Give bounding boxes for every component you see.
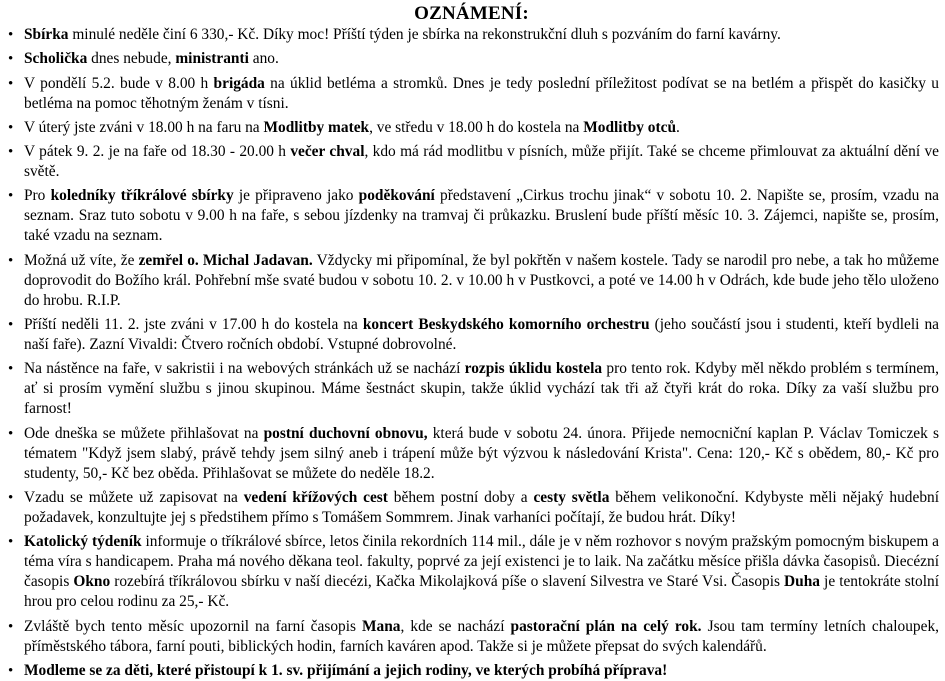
text-segment: je připraveno jako	[233, 187, 359, 205]
bold-text: zemřel o. Michal Jadavan.	[138, 251, 313, 269]
bullet-icon: •	[8, 425, 14, 442]
announcement-item	[4, 532, 939, 612]
bullet-icon: •	[8, 534, 14, 551]
bold-text: Okno	[73, 573, 111, 591]
bullet-icon: •	[8, 27, 14, 43]
announcement-list	[4, 25, 939, 681]
bold-text: ministranti	[175, 50, 249, 68]
bold-text: pastorační plán na celý rok.	[510, 617, 702, 635]
bold-text: Duha	[784, 573, 820, 591]
text-segment: je tentokráte stolní hrou pro celou rodinu za 25,- Kč.	[24, 573, 940, 611]
text-segment: Příští neděli 11. 2. jste zváni v 17.00 h do kostela na	[24, 316, 363, 334]
bullet-icon: •	[8, 361, 14, 378]
bold-text: večer chval	[290, 143, 365, 161]
text-segment: pro tento rok. Kdyby měl někdo problém s termínem, ať si prosím vymění službu s jinou skupinou. Máme šestnáct skupin, takže úklid vychází tak tři až čtyři krát do roka. Díky za vaší službu pro farnost!	[24, 360, 939, 418]
bold-text: postní duchovní obnovu,	[263, 424, 428, 442]
announcement-item	[4, 118, 939, 138]
announcement-item	[4, 142, 939, 182]
text-segment: představení „Cirkus trochu jinak“ v sobotu 10. 2. Napište se, prosím, vzadu na seznam. Sraz tuto sobotu v 9.00 h na faře, s sebou jízdenky na tramvaj či průkazku. Bruslení bude příští měsíc 10. 3. Zájemci, napište se, prosím, také vzadu na seznam.	[24, 187, 939, 245]
text-segment: V pondělí 5.2. bude v 8.00 h	[24, 74, 214, 92]
bullet-icon: •	[8, 252, 14, 269]
text-segment: Ode dneška se můžete přihlašovat na	[24, 424, 264, 442]
bold-text: cesty světla	[533, 488, 610, 506]
bold-text: koncert Beskydského komorního orchestru	[362, 316, 650, 334]
bullet-icon: •	[8, 51, 14, 68]
announcement-item	[4, 359, 939, 419]
bold-text: Modlitby matek	[263, 118, 370, 136]
text-segment: Vzadu se můžete už zapisovat na	[24, 488, 244, 506]
text-segment: .	[676, 118, 680, 136]
announcement-item	[4, 424, 939, 484]
text-segment: Vždycky mi připomínal, že byl pokřtěn v našem kostele. Tady se narodil pro nebe, a tak ho můžeme doprovodit do Božího král. Pohřební mše svaté budou v sobotu 10. 2. v 10.00 h v Pustkovci, a poté ve 14.00 h v Odrách, kde bude jeho tělo uloženo do hrobu. R.I.P.	[24, 251, 939, 309]
bullet-icon: •	[8, 662, 14, 679]
text-segment: během postní doby a	[387, 488, 534, 506]
bold-text: Mana	[362, 617, 401, 635]
text-segment: Možná už víte, že	[24, 251, 139, 269]
text-segment: , ve středu v 18.00 h do kostela na	[369, 118, 584, 136]
text-segment: , kde se nachází	[400, 617, 511, 635]
bold-text: Modleme se za děti, které přistoupí k 1. sv. přijímání a jejich rodiny, ve kterých probíhá příprava!	[24, 661, 668, 679]
text-segment: , kdo má rád modlitbu v písních, může přijít. Také se chceme přimlouvat za aktuální dění ve světě.	[24, 143, 939, 181]
text-segment: na úklid betléma a stromků. Dnes je tedy poslední příležitost podívat se na betlém a přispět do kasičky u betléma na pomoc těhotným ženám v tísni.	[24, 74, 939, 112]
text-segment: V pátek 9. 2. je na faře od 18.30 - 20.00 h	[24, 143, 291, 161]
bullet-icon: •	[8, 75, 14, 92]
text-segment: dnes nebude,	[87, 50, 176, 68]
text-segment: V úterý jste zváni v 18.00 h na faru na	[24, 118, 264, 136]
announcement-item	[4, 488, 939, 528]
announcement-item	[4, 49, 939, 69]
bold-text: vedení křížových cest	[243, 488, 388, 506]
bold-text: koledníky tříkrálové sbírky	[50, 187, 234, 205]
announcement-item	[4, 186, 939, 246]
bullet-icon: •	[8, 618, 14, 635]
bold-text: rozpis úklidu kostela	[464, 360, 603, 378]
announcement-item	[4, 617, 939, 657]
bullet-icon: •	[8, 317, 14, 334]
bullet-icon: •	[8, 119, 14, 136]
bullet-icon: •	[8, 489, 14, 506]
announcement-item	[4, 74, 939, 114]
bold-text: Modlitby otců	[583, 118, 677, 136]
page-title: OZNÁMENÍ:	[414, 3, 529, 24]
text-segment: informuje o tříkrálové sbírce, letos činila rekordních 114 mil., dále je v něm rozhovor s novým pražským pomocným biskupem a téma víra s handicapem. Praha má nového děkana teol. fakulty, poprvé za její existenci je to laik. Na začátku měsíce přišla dávka časopisů. Diecézní časopis	[24, 533, 940, 591]
bold-text: Scholička	[24, 50, 88, 68]
bold-text: brigáda	[213, 74, 265, 92]
bullet-icon: •	[8, 188, 14, 205]
text-segment: Pro	[24, 187, 51, 205]
bold-text: Katolický týdeník	[24, 533, 142, 551]
bold-text: poděkování	[358, 187, 435, 205]
text-segment: (jeho součástí jsou i studenti, kteří bydleli na naší faře). Zazní Vivaldi: Čtvero ročních období. Vstupné dobrovolné.	[24, 316, 939, 354]
bold-text: Sbírka	[24, 26, 69, 43]
text-segment: během velikonoční. Kdybyste měli nějaký hudební požadavek, konzultujte jej s předstihem přímo s Tomášem Sommrem. Jinak varhaníci počítají, že budou hrát. Díky!	[24, 488, 940, 526]
bullet-icon: •	[8, 144, 14, 161]
announcement-item	[4, 25, 939, 45]
announcement-item	[4, 251, 939, 311]
text-segment: ano.	[248, 50, 279, 68]
text-segment: Zvláště bych tento měsíc upozornil na farní časopis	[24, 617, 363, 635]
announcement-item	[4, 315, 939, 355]
text-segment: která bude v sobotu 24. února. Přijede nemocniční kaplan P. Václav Tomiczek s tématem "Když jsem slabý, právě tehdy jsem silný aneb i trápení může být výzvou k následování Krista". Cena: 120,- Kč s obědem, 80,- Kč pro studenty, 50,- Kč bez oběda. Přihlašovat se můžete do neděle 18.2.	[24, 424, 940, 482]
text-segment: rozebírá tříkrálovou sbírku v naší diecézi, Kačka Mikolajková píše o slavení Silvestra ve Staré Vsi. Časopis	[110, 573, 785, 591]
text-segment: minulé neděle činí 6 330,- Kč. Díky moc! Příští týden je sbírka na rekonstrukční dluh s pozváním do farní kavárny.	[68, 26, 781, 43]
text-segment: Na nástěnce na faře, v sakristii i na webových stránkách už se nachází	[24, 360, 465, 378]
text-segment: Jsou tam termíny letních chaloupek, příměstského tábora, farní pouti, biblických hodin, farních kaváren apod. Takže si je můžete přepsat do svých kalendářů.	[24, 617, 939, 655]
